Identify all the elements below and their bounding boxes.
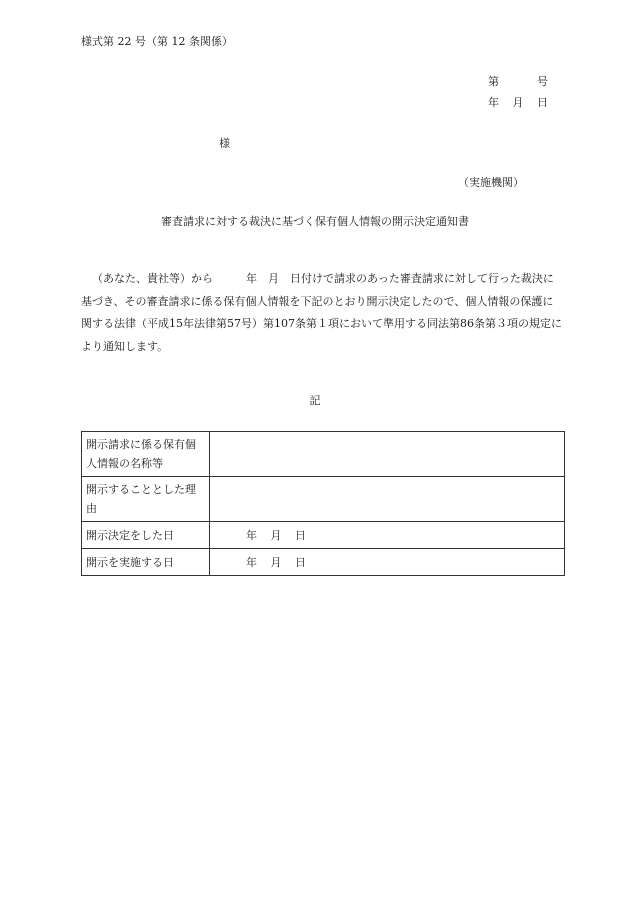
date-month: 月 (512, 96, 524, 109)
decision-year: 年 (246, 528, 257, 542)
decision-day: 日 (295, 528, 306, 542)
date-day: 日 (537, 96, 548, 109)
form-number: 様式第 22 号（第 12 条関係） (81, 35, 233, 48)
row-label-implementation-date: 開示を実施する日 (82, 549, 210, 576)
info-table (81, 431, 565, 576)
row-value-info-name[interactable] (210, 432, 565, 477)
table-row (82, 477, 565, 522)
body-text: （あなた、貴社等）から 年 月 日付けで請求のあった審査請求に対して行った裁決に基づき、その審査請求に係る保有個人情報を下記のとおり開示決定したので、個人情報の保護に関する法律（平成15年法律第57号）第107条第１項において準用する同法第86条第３項の規定により通知します。 (81, 272, 562, 353)
date-year: 年 (488, 96, 499, 109)
ki-marker: 記 (309, 394, 321, 407)
document-title: 審査請求に対する裁決に基づく保有個人情報の開示決定通知書 (161, 215, 469, 228)
agency-name: （実施機関） (458, 176, 524, 189)
table-row (82, 432, 565, 477)
decision-month: 月 (270, 528, 282, 542)
row-value-implementation-date[interactable] (210, 549, 565, 576)
implementation-year: 年 (246, 555, 257, 569)
row-label-decision-date: 開示決定をした日 (82, 522, 210, 549)
row-value-decision-date[interactable] (210, 522, 565, 549)
row-value-disclosure-reason[interactable] (210, 477, 565, 522)
table-row (82, 549, 565, 576)
row-label-disclosure-reason: 開示することとした理由 (82, 477, 210, 522)
number-prefix: 第 (488, 75, 499, 88)
document-number-line (488, 75, 548, 88)
implementation-month: 月 (270, 555, 282, 569)
number-suffix: 号 (537, 75, 548, 88)
addressee: 様 (219, 137, 230, 150)
implementation-day: 日 (295, 555, 306, 569)
table-row (82, 522, 565, 549)
row-label-info-name: 開示請求に係る保有個人情報の名称等 (82, 432, 210, 477)
document-date-line (488, 96, 548, 109)
